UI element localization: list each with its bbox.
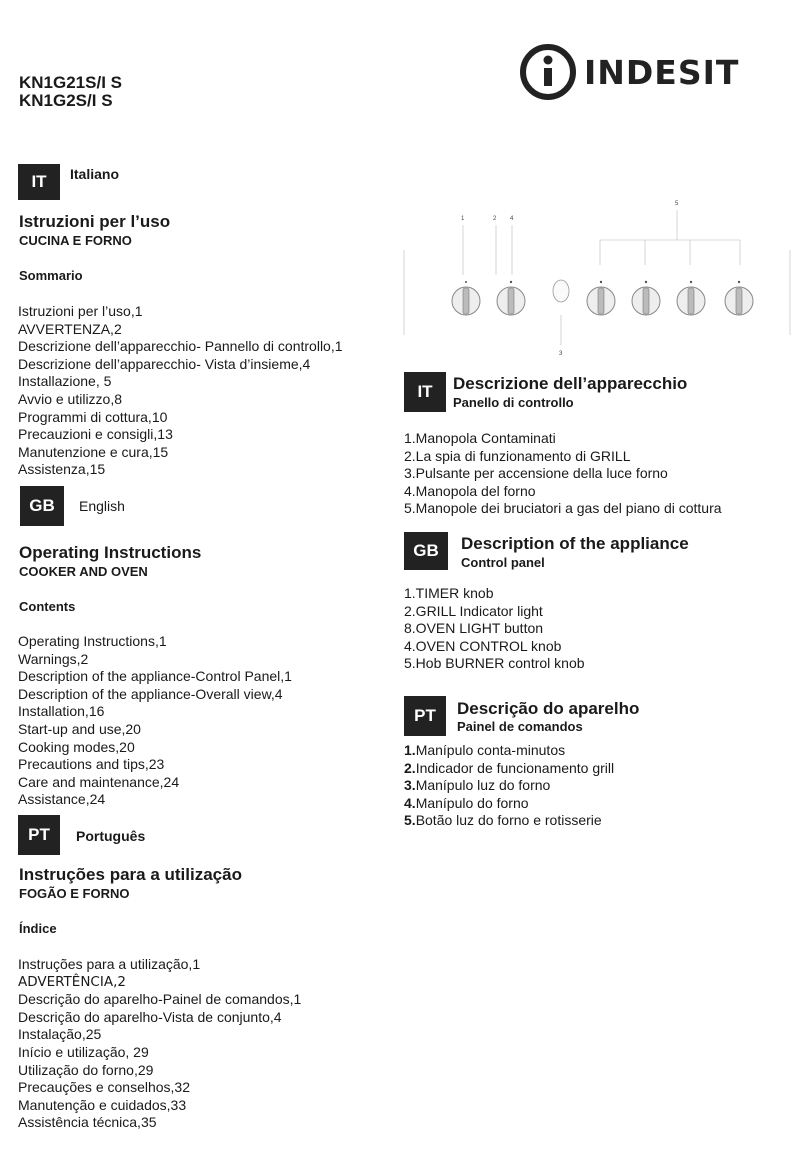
list-item: 8.OVEN LIGHT button bbox=[404, 620, 544, 637]
language-badge-pt: PT bbox=[18, 815, 60, 855]
toc-heading-pt: Índice bbox=[19, 921, 57, 936]
toc-item: Descrizione dell’apparecchio- Pannello di controllo,1 bbox=[18, 338, 343, 355]
toc-heading-gb: Contents bbox=[19, 599, 76, 614]
section-badge-it: IT bbox=[404, 372, 446, 412]
callout-label-3: 3 bbox=[559, 351, 563, 357]
item-text: Indicador de funcionamento grill bbox=[415, 759, 615, 776]
title-gb: Operating Instructions bbox=[19, 543, 202, 562]
toc-item: Precauções e conselhos,32 bbox=[18, 1079, 190, 1096]
section-badge-pt: PT bbox=[404, 696, 446, 736]
section-badge-gb: GB bbox=[404, 532, 448, 570]
toc-item: Operating Instructions,1 bbox=[18, 633, 167, 649]
language-label-gb: English bbox=[79, 498, 125, 514]
desc-subtitle-it: Panello di controllo bbox=[453, 395, 574, 410]
toc-item: Care and maintenance,24 bbox=[18, 773, 180, 790]
desc-list-pt bbox=[404, 742, 614, 830]
toc-item: Descrizione dell’apparecchio- Vista d’insieme,4 bbox=[18, 355, 311, 372]
model-number-2: KN1G2S/I S bbox=[19, 91, 113, 110]
list-item bbox=[404, 777, 614, 795]
toc-item: Utilização do forno,29 bbox=[18, 1061, 154, 1078]
knob-burner-1-icon bbox=[587, 287, 615, 315]
language-label-it: Italiano bbox=[70, 166, 120, 182]
toc-item: Warnings,2 bbox=[18, 650, 89, 667]
desc-list-gb bbox=[404, 585, 585, 673]
toc-item: AVVERTENZA,2 bbox=[18, 320, 122, 337]
list-item bbox=[404, 795, 614, 813]
toc-item: Instruções para a utilização,1 bbox=[18, 956, 201, 972]
language-badge-gb: GB bbox=[20, 486, 64, 526]
callout-label-5: 5 bbox=[675, 201, 679, 207]
callout-label-2: 2 bbox=[493, 216, 497, 222]
toc-item: Installation,16 bbox=[18, 703, 105, 720]
toc-item: Description of the appliance-Overall view,4 bbox=[18, 685, 283, 702]
knob-timer-icon bbox=[452, 287, 480, 315]
toc-item: Assistenza,15 bbox=[18, 461, 106, 478]
toc-item: Assistance,24 bbox=[18, 791, 106, 808]
desc-title-gb: Description of the appliance bbox=[461, 534, 689, 553]
item-number: 2. bbox=[404, 759, 416, 776]
brand-logo bbox=[518, 40, 738, 104]
item-number: 3. bbox=[404, 777, 416, 794]
list-item: 2.GRILL Indicator light bbox=[404, 602, 543, 619]
toc-list-it bbox=[18, 303, 343, 479]
toc-item: Precautions and tips,23 bbox=[18, 756, 165, 773]
toc-item: Assistência técnica,35 bbox=[18, 1114, 157, 1131]
toc-item: ADVERTÊNCIA,2 bbox=[18, 973, 126, 990]
list-item bbox=[404, 760, 614, 778]
toc-item: Manutenção e cuidados,33 bbox=[18, 1096, 187, 1113]
toc-item: Descrição do aparelho-Vista de conjunto,4 bbox=[18, 1008, 282, 1025]
list-item: 5.Hob BURNER control knob bbox=[404, 655, 585, 672]
item-text: Manípulo conta-minutos bbox=[415, 742, 566, 758]
toc-item: Manutenzione e cura,15 bbox=[18, 443, 169, 460]
list-item: 3.Pulsante per accensione della luce forno bbox=[404, 465, 668, 482]
toc-item: Instalação,25 bbox=[18, 1026, 102, 1043]
control-panel-diagram bbox=[400, 195, 795, 360]
subtitle-it: CUCINA E FORNO bbox=[19, 233, 132, 248]
brand-name: INDESIT bbox=[584, 53, 740, 92]
toc-item: Avvio e utilizzo,8 bbox=[18, 390, 123, 407]
knob-burner-4-icon bbox=[725, 287, 753, 315]
title-pt: Instruções para a utilização bbox=[19, 865, 242, 884]
list-item bbox=[404, 812, 614, 830]
toc-item: Description of the appliance-Control Panel,1 bbox=[18, 668, 292, 685]
toc-heading-it: Sommario bbox=[19, 268, 83, 283]
callout-label-4: 4 bbox=[510, 216, 514, 222]
title-it: Istruzioni per l’uso bbox=[19, 212, 171, 231]
list-item: 1.TIMER knob bbox=[404, 585, 494, 601]
toc-item: Precauzioni e consigli,13 bbox=[18, 426, 173, 443]
desc-title-it: Descrizione dell’apparecchio bbox=[453, 374, 688, 393]
item-number: 4. bbox=[404, 794, 416, 811]
toc-item: Início e utilização, 29 bbox=[18, 1043, 149, 1060]
language-label-pt: Português bbox=[76, 828, 146, 844]
subtitle-pt: FOGÃO E FORNO bbox=[19, 886, 130, 901]
list-item: 5.Manopole dei bruciatori a gas del piano di cottura bbox=[404, 500, 722, 517]
indesit-logo-icon bbox=[518, 40, 578, 104]
subtitle-gb: COOKER AND OVEN bbox=[19, 564, 148, 579]
toc-item: Istruzioni per l’uso,1 bbox=[18, 303, 143, 319]
model-number-1: KN1G21S/I S bbox=[19, 73, 122, 92]
list-item bbox=[404, 742, 614, 760]
desc-subtitle-gb: Control panel bbox=[461, 555, 545, 570]
list-item: 4.OVEN CONTROL knob bbox=[404, 637, 562, 654]
knob-burner-3-icon bbox=[677, 287, 705, 315]
list-item: 1.Manopola Contaminati bbox=[404, 430, 556, 446]
list-item: 2.La spia di funzionamento di GRILL bbox=[404, 447, 631, 464]
toc-item: Programmi di cottura,10 bbox=[18, 408, 168, 425]
knob-oven-icon bbox=[497, 287, 525, 315]
toc-item: Descrição do aparelho-Painel de comandos,1 bbox=[18, 991, 302, 1008]
item-number: 5. bbox=[404, 812, 416, 829]
item-text: Manípulo do forno bbox=[415, 794, 529, 811]
oven-light-button-icon bbox=[553, 280, 569, 302]
desc-title-pt: Descrição do aparelho bbox=[457, 699, 640, 718]
toc-list-pt bbox=[18, 956, 301, 1132]
item-text: Botão luz do forno e rotisserie bbox=[415, 812, 602, 829]
toc-item: Start-up and use,20 bbox=[18, 720, 141, 737]
desc-list-it bbox=[404, 430, 722, 518]
list-item: 4.Manopola del forno bbox=[404, 482, 536, 499]
toc-item: Cooking modes,20 bbox=[18, 738, 135, 755]
item-text: Manípulo luz do forno bbox=[415, 777, 551, 794]
desc-subtitle-pt: Painel de comandos bbox=[457, 719, 583, 734]
callout-label-1: 1 bbox=[461, 216, 465, 222]
toc-item: Installazione, 5 bbox=[18, 373, 112, 390]
item-number: 1. bbox=[404, 742, 416, 758]
language-badge-it: IT bbox=[18, 164, 60, 200]
toc-list-gb bbox=[18, 633, 292, 809]
knob-burner-2-icon bbox=[632, 287, 660, 315]
